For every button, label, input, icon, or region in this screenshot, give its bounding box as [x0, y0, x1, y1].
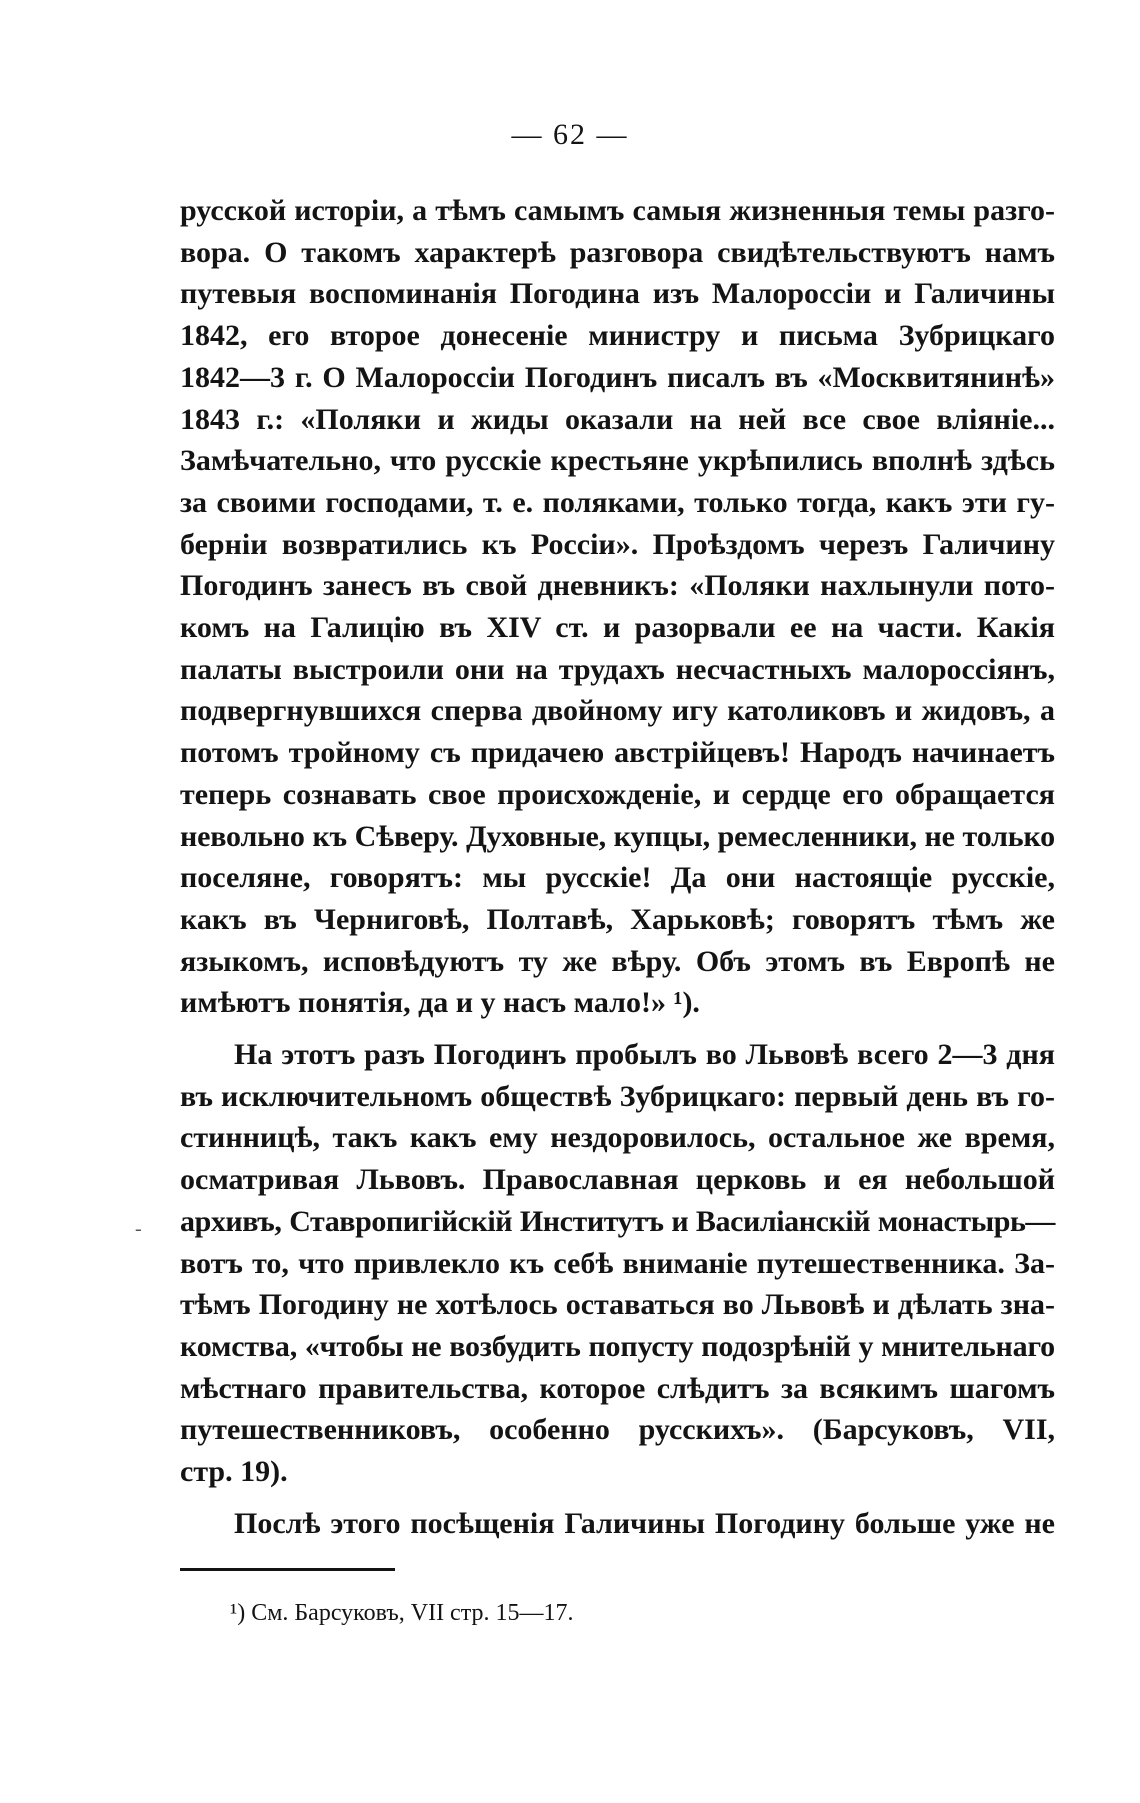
text-line: вотъ то, что привлекло къ себѣ вниманіе путешественника. За- [180, 1246, 1055, 1280]
text-line: поселяне, говорятъ: мы русскіе! Да они настоящіе русскіе, [180, 861, 1055, 895]
text-line: стинницѣ, такъ какъ ему нездоровилось, остальное же время, [180, 1121, 1055, 1155]
footnote: ¹) См. Барсуковъ, VII стр. 15—17. [230, 1600, 574, 1626]
text-line: путевыя воспоминанія Погодина изъ Малороссіи и Галичины [180, 277, 1055, 311]
margin-dash-mark: - [135, 1218, 142, 1240]
text-line: вора. О такомъ характерѣ разговора свидѣтельствуютъ намъ [180, 235, 1055, 269]
text-line: имѣютъ понятія, да и у насъ мало!» ¹). [180, 986, 700, 1020]
text-line: за своими господами, т. е. поляками, только тогда, какъ эти гу- [180, 485, 1055, 519]
text-line: Послѣ этого посѣщенія Галичины Погодину больше уже не [234, 1506, 1055, 1540]
text-line: мѣстнаго правительства, которое слѣдитъ за всякимъ шагомъ [180, 1371, 1055, 1405]
paragraph-spacer [180, 1024, 1055, 1034]
text-line: путешественниковъ, особенно русскихъ». (Барсуковъ, VII, [180, 1413, 1055, 1447]
text-line: 1843 г.: «Поляки и жиды оказали на ней все свое вліяніе... [180, 402, 1055, 436]
text-line: комъ на Галицію въ XIV ст. и разорвали ее на части. Какія [180, 611, 1055, 645]
text-line: палаты выстроили они на трудахъ несчастныхъ малороссіянъ, [180, 652, 1055, 686]
paragraph-3 [180, 1503, 1055, 1545]
text-line: какъ въ Черниговѣ, Полтавѣ, Харьковѣ; говорятъ тѣмъ же [180, 902, 1055, 936]
text-line: языкомъ, исповѣдуютъ ту же вѣру. Объ этомъ въ Европѣ не [180, 944, 1055, 978]
text-line: теперь сознавать свое происхожденіе, и сердце его обращается [180, 777, 1055, 811]
text-line: архивъ, Ставропигійскій Институтъ и Василіанскій монастырь— [180, 1204, 1055, 1238]
page-number: — 62 — [511, 118, 629, 151]
text-line: 1842—3 г. О Малороссіи Погодинъ писалъ въ «Москвитянинѣ» [180, 360, 1055, 394]
paragraph-spacer [180, 1493, 1055, 1503]
text-line: тѣмъ Погодину не хотѣлось оставаться во Львовѣ и дѣлать зна- [180, 1288, 1055, 1322]
text-line: невольно къ Сѣверу. Духовные, купцы, ремесленники, не только [180, 819, 1055, 853]
text-line: потомъ тройному съ придачею австрійцевъ! Народъ начинаетъ [180, 736, 1055, 770]
text-line: берніи возвратились къ Россіи». Проѣздомъ черезъ Галичину [180, 527, 1055, 561]
text-line: осматривая Львовъ. Православная церковь и ея небольшой [180, 1163, 1055, 1197]
text-line: На этотъ разъ Погодинъ пробылъ во Львовѣ всего 2—3 дня [234, 1038, 1055, 1072]
text-line: 1842, его второе донесеніе министру и письма Зубрицкаго [180, 319, 1055, 353]
text-line: подвергнувшихся сперва двойному игу католиковъ и жидовъ, а [180, 694, 1055, 728]
text-line: Замѣчательно, что русскіе крестьяне укрѣпились вполнѣ здѣсь [180, 444, 1055, 478]
text-line: стр. 19). [180, 1455, 288, 1489]
text-line: комства, «чтобы не возбудить попусту подозрѣній у мнительнаго [180, 1329, 1055, 1363]
body-text [180, 190, 1055, 1545]
text-line: въ исключительномъ обществѣ Зубрицкаго: первый день въ го- [180, 1079, 1055, 1113]
text-line: Погодинъ занесъ въ свой дневникъ: «Поляки нахлынули пото- [180, 569, 1055, 603]
paragraph-2 [180, 1034, 1055, 1493]
text-line: русской исторіи, а тѣмъ самымъ самыя жизненныя темы разго- [180, 194, 1055, 227]
paragraph-1 [180, 190, 1055, 1024]
footnote-divider [180, 1568, 395, 1571]
